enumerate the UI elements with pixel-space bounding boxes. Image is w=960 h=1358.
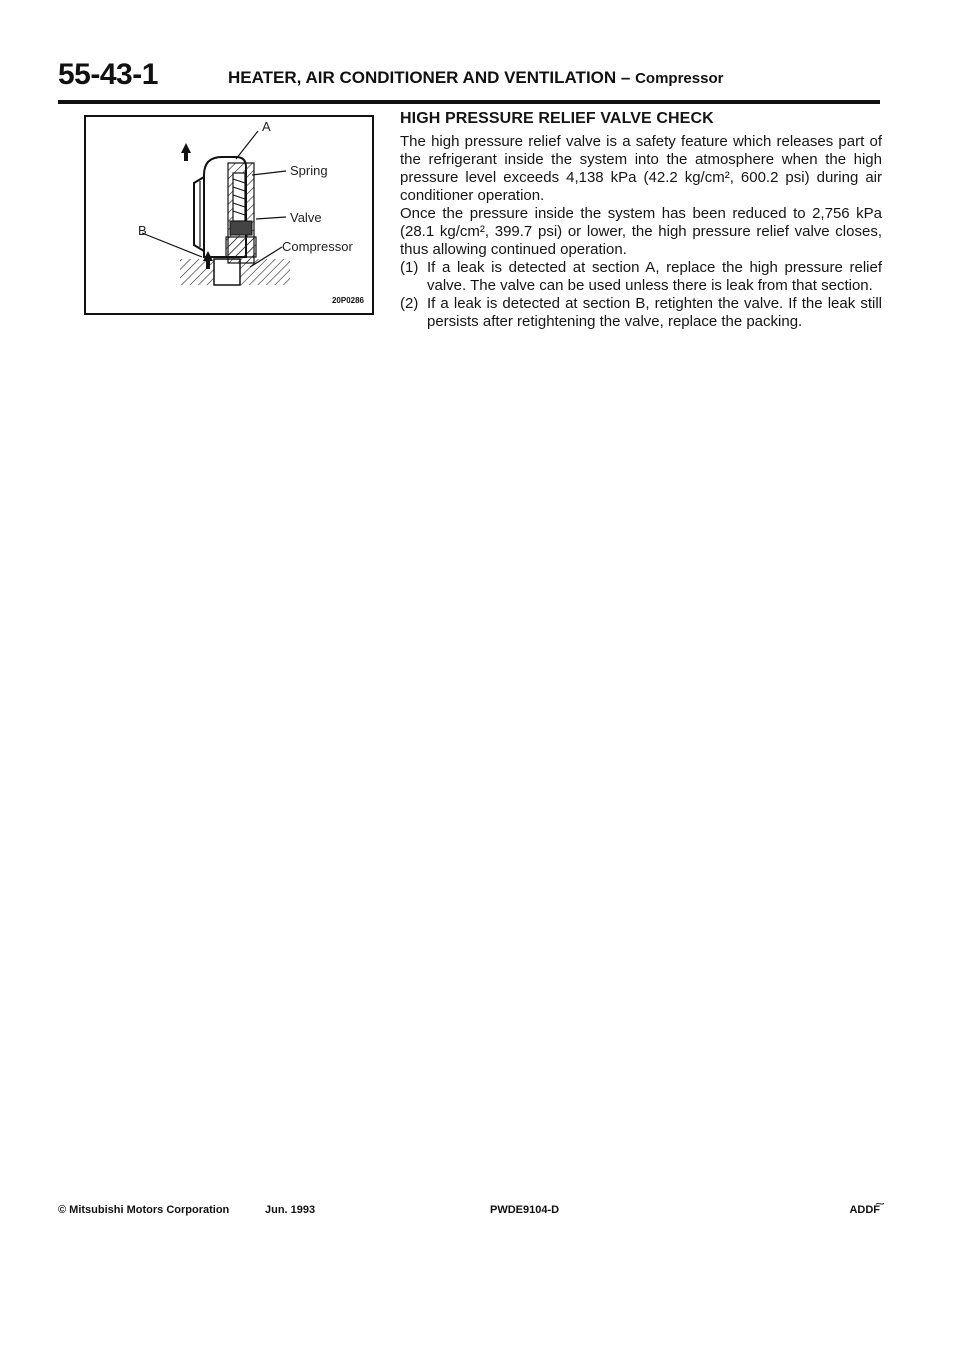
- header-rule: [58, 100, 880, 104]
- page-header: [58, 58, 880, 98]
- document-code: PWDE9104-D: [490, 1204, 560, 1216]
- page-footer: [58, 1204, 880, 1222]
- section-title-main: HEATER, AIR CONDITIONER AND VENTILATION –: [228, 68, 631, 87]
- valve-nut: [194, 177, 204, 251]
- label-b: B: [138, 223, 147, 238]
- label-compressor: Compressor: [282, 239, 353, 254]
- page-number: 55-43-1: [58, 58, 158, 91]
- label-spring: Spring: [290, 163, 328, 178]
- section-title: [228, 68, 723, 88]
- section-subtitle: Compressor: [635, 70, 724, 87]
- procedure-list: [400, 259, 882, 331]
- procedure-step: [400, 259, 882, 295]
- publish-date: Jun. 1993: [265, 1204, 316, 1216]
- arrow-up-icon: [181, 143, 191, 161]
- step-text: If a leak is detected at section B, retighten the valve. If the leak still persists after retightening the valve, replace the packing.: [427, 295, 882, 330]
- step-number: (2): [400, 295, 419, 312]
- footer-tag: ADDF͠: [849, 1204, 880, 1216]
- label-a: A: [262, 119, 271, 134]
- copyright: © Mitsubishi Motors Corporation: [58, 1204, 230, 1216]
- procedure-step: [400, 295, 882, 331]
- article: [400, 110, 882, 331]
- paragraph: Once the pressure inside the system has been reduced to 2,756 kPa (28.1 kg/cm², 399.7 psi) or lower, the high pressure relief valve closes, thus allowing continued operation.: [400, 205, 882, 258]
- step-number: (1): [400, 259, 419, 276]
- label-valve: Valve: [290, 210, 322, 225]
- figure-code: 20P0286: [331, 296, 364, 305]
- step-text: If a leak is detected at section A, replace the high pressure relief valve. The valve can be used unless there is leak from that section.: [427, 259, 882, 294]
- relief-valve-figure: [84, 115, 374, 315]
- article-title: HIGH PRESSURE RELIEF VALVE CHECK: [400, 110, 714, 127]
- relief-valve-diagram: [86, 117, 376, 317]
- paragraph: The high pressure relief valve is a safety feature which releases part of the refrigerant inside the system into the atmosphere when the high pressure level exceeds 4,138 kPa (42.2 kg/cm², 600.2 psi) during air conditioner operation.: [400, 133, 882, 204]
- valve-disc: [230, 221, 252, 235]
